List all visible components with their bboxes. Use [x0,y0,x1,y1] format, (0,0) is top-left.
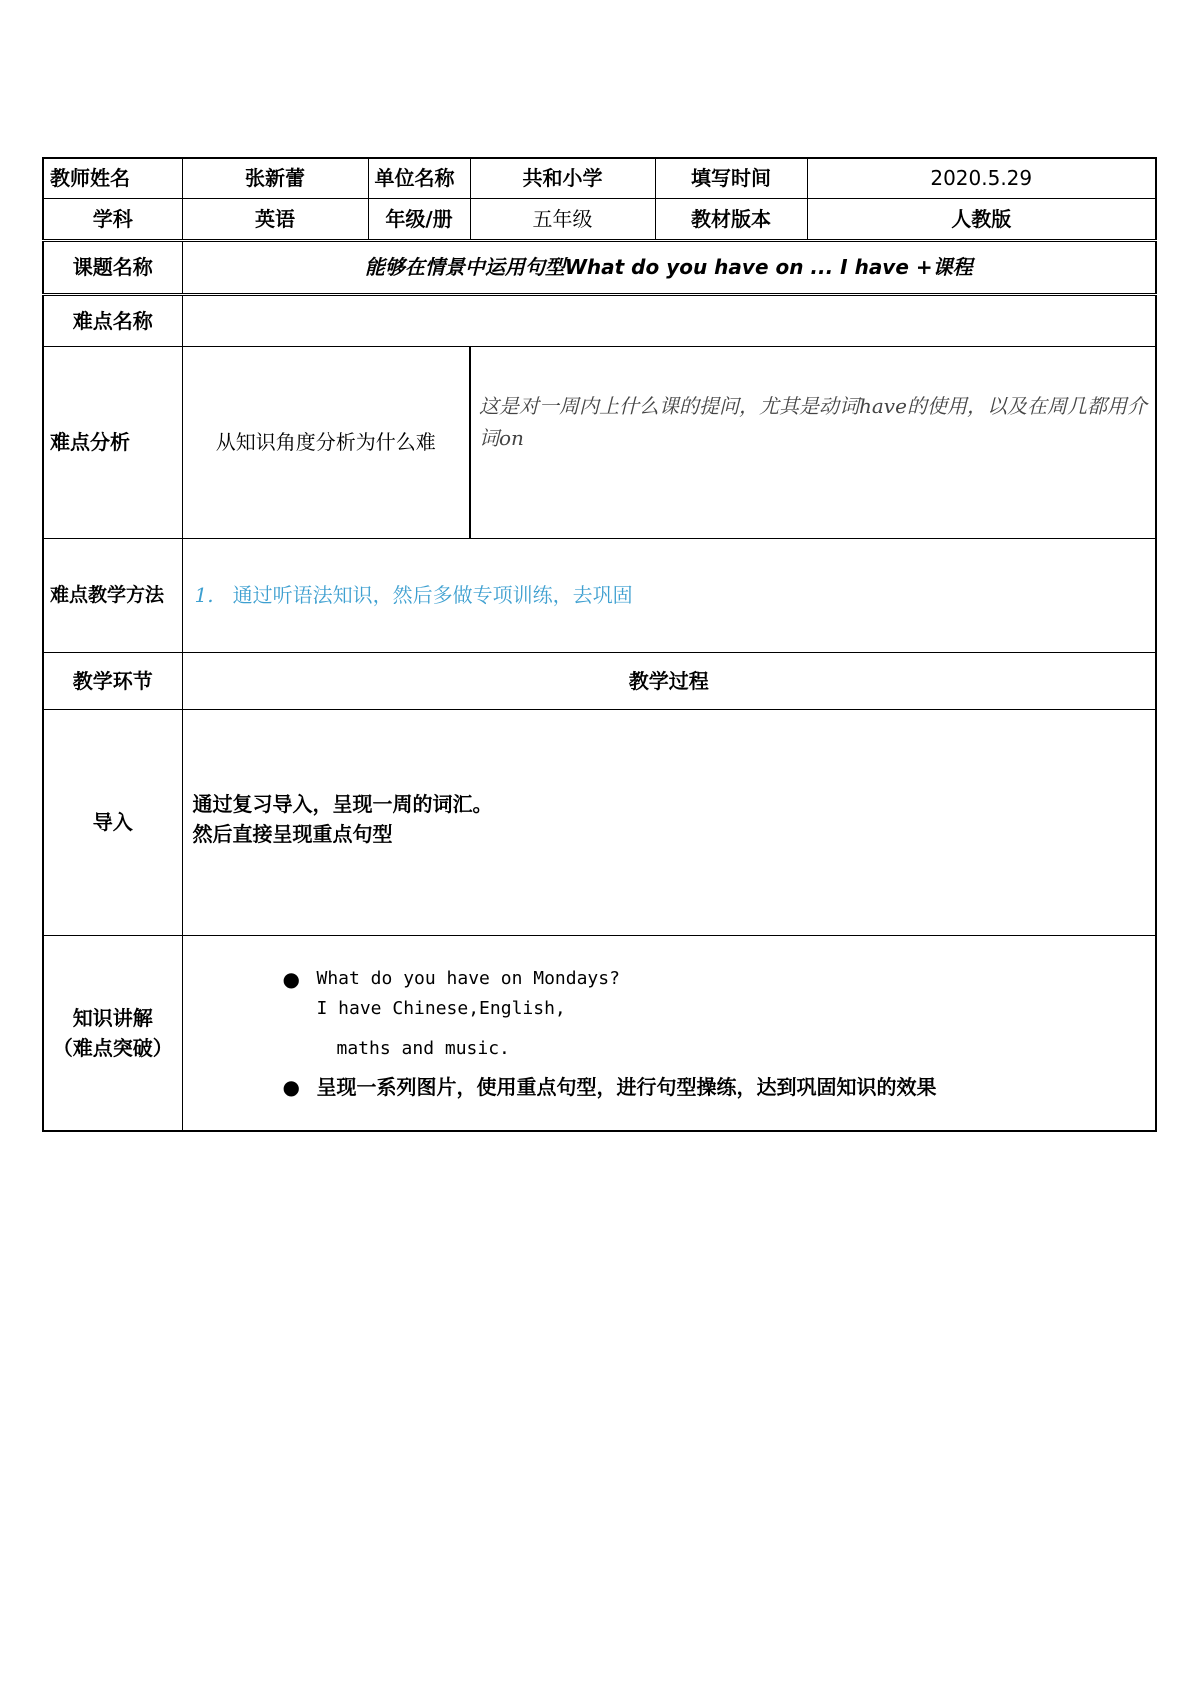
subject-label: 学科 [43,198,182,240]
method-text: 通过听语法知识，然后多做专项训练，去巩固 [232,583,633,607]
grade-value: 五年级 [470,198,655,240]
stage-header: 教学环节 [43,652,182,709]
teacher-name-label: 教师姓名 [43,158,182,198]
unit-name-label: 单位名称 [368,158,470,198]
method-number: 1. [194,583,214,607]
fill-time-label: 填写时间 [655,158,807,198]
knowledge-bullet-1 [283,964,1150,1064]
knowledge-label [43,935,182,1131]
intro-label: 导入 [43,709,182,935]
grade-label: 年级/册 [368,198,470,240]
practice-text: 呈现一系列图片，使用重点句型，进行句型操练，达到巩固知识的效果 [316,1074,937,1099]
difficulty-value [182,294,1156,346]
bullet-dot-icon: ● [282,1074,300,1099]
process-header: 教学过程 [182,652,1156,709]
lesson-plan-table [42,157,1157,1132]
edition-value: 人教版 [807,198,1156,240]
topic-value: 能够在情景中运用句型What do you have on ... I have +课程 [182,240,1156,294]
method-label: 难点教学方法 [43,538,182,652]
subject-value: 英语 [182,198,368,240]
process-header-row [43,652,1156,709]
teacher-name-value: 张新蕾 [182,158,368,198]
analysis-text: 这是对一周内上什么课的提问，尤其是动词have的使用，以及在周几都用介词on [470,346,1156,538]
method-row [43,538,1156,652]
intro-content [182,709,1156,935]
lesson-plan-sheet [42,157,1155,1132]
intro-line-1: 通过复习导入，呈现一周的词汇。 [192,792,493,816]
bullet-dot-icon: ● [282,966,300,991]
analysis-row [43,346,1156,538]
unit-name-value: 共和小学 [470,158,655,198]
difficulty-row [43,294,1156,346]
example-answer-1: I have Chinese,English, [316,997,566,1019]
knowledge-content [182,935,1156,1131]
knowledge-label-line-2: （难点突破） [52,1035,173,1060]
info-row-2 [43,198,1156,240]
difficulty-label: 难点名称 [43,294,182,346]
example-question: What do you have on Mondays? [316,967,620,989]
topic-label: 课题名称 [43,240,182,294]
topic-row [43,240,1156,294]
knowledge-label-line-1: 知识讲解 [72,1005,153,1030]
edition-label: 教材版本 [655,198,807,240]
method-cell [182,538,1156,652]
analysis-sub-label: 从知识角度分析为什么难 [182,346,470,538]
fill-time-value: 2020.5.29 [807,158,1156,198]
info-row-1 [43,158,1156,198]
intro-line-2: 然后直接呈现重点句型 [192,822,393,846]
example-answer-2: maths and music. [336,1037,510,1059]
intro-row [43,709,1156,935]
knowledge-bullet-2 [283,1072,1150,1102]
analysis-label: 难点分析 [43,346,182,538]
knowledge-row [43,935,1156,1131]
